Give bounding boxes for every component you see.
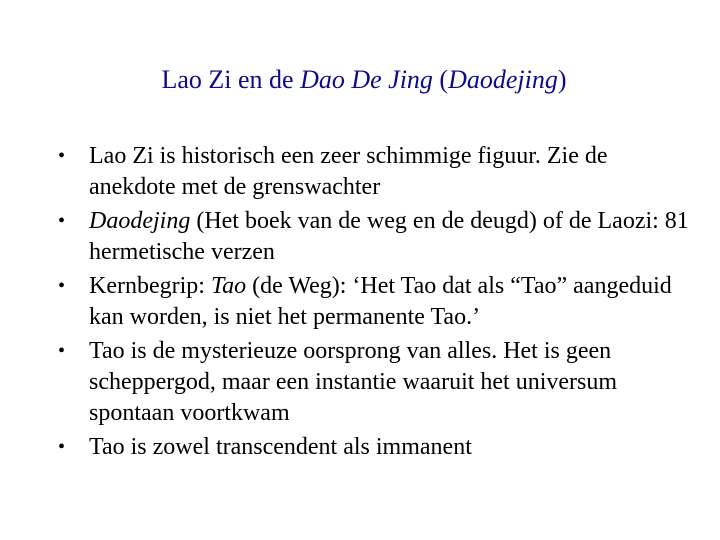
bullet-dot: • bbox=[58, 275, 66, 297]
bullet-item bbox=[0, 432, 700, 463]
bullet-item bbox=[0, 336, 700, 429]
bullet-dot: • bbox=[58, 210, 66, 232]
bullet-text: Lao Zi is historisch een zeer schimmige figuur. Zie de anekdote met de grenswachter bbox=[89, 143, 608, 200]
bullet-italic-term: Daodejing bbox=[89, 208, 191, 234]
bullet-italic-term: Tao bbox=[210, 273, 247, 299]
title-suffix: ) bbox=[557, 65, 567, 94]
title-dao-de-jing: Dao De Jing bbox=[300, 65, 433, 94]
bullet-lead: Kernbegrip: bbox=[89, 273, 211, 299]
title-middle: ( bbox=[432, 65, 449, 94]
bullet-list bbox=[0, 141, 700, 466]
slide-title bbox=[0, 62, 720, 98]
bullet-text: (Het boek van de weg en de deugd) of de Laozi: 81 hermetische verzen bbox=[89, 208, 689, 265]
bullet-item bbox=[0, 271, 700, 333]
bullet-dot: • bbox=[58, 436, 66, 458]
bullet-text: Tao is zowel transcendent als immanent bbox=[89, 434, 472, 460]
bullet-item bbox=[0, 206, 700, 268]
bullet-text: (de Weg): ‘Het Tao dat als “Tao” aangeduid kan worden, is niet het permanente Tao.’ bbox=[89, 273, 672, 330]
bullet-item bbox=[0, 141, 700, 203]
bullet-dot: • bbox=[58, 145, 66, 167]
bullet-text: Tao is de mysterieuze oorsprong van alles. Het is geen scheppergod, maar een instantie waaruit het universum spontaan voortkwam bbox=[89, 338, 618, 426]
title-daodejing: Daodejing bbox=[448, 65, 558, 94]
bullet-dot: • bbox=[58, 340, 66, 362]
title-prefix: Lao Zi en de bbox=[161, 65, 301, 94]
